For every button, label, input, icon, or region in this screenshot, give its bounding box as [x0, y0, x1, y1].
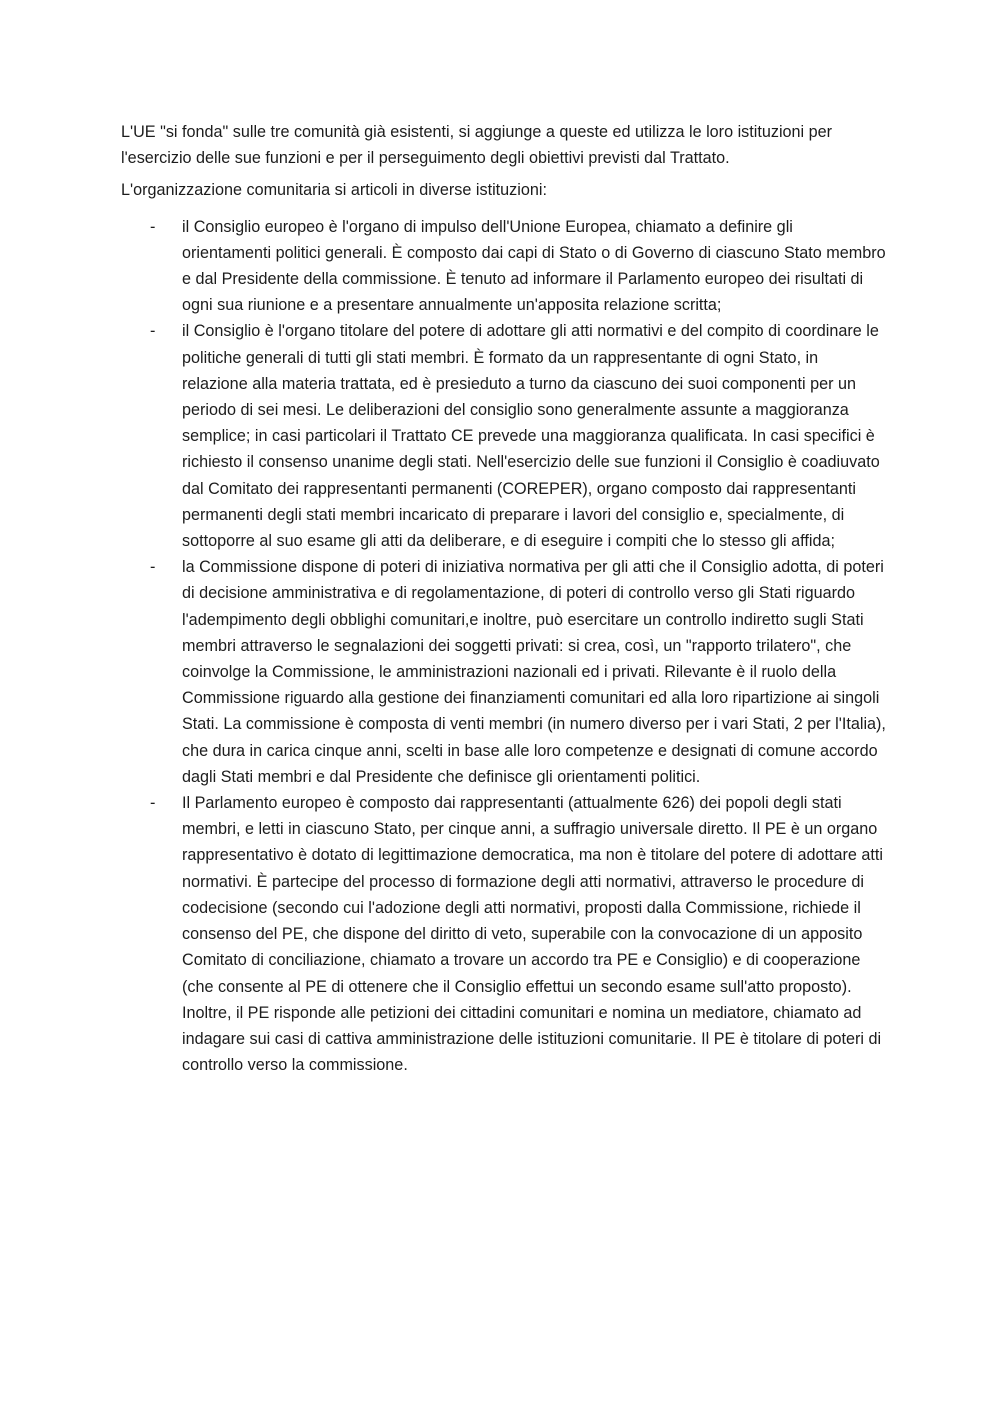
lead-paragraph: L'organizzazione comunitaria si articoli in diverse istituzioni: [121, 181, 547, 200]
list-item [121, 554, 886, 790]
list-item-text: la Commissione dispone di poteri di iniziativa normativa per gli atti che il Consiglio adotta, di poteri di decisione amministrativa e di regolamentazione, di poteri di controllo verso gli Stati riguardo l'adempimento degli obblighi comunitari,e inoltre, può esercitare un controllo indiretto sugli Stati membri attraverso le segnalazioni dei soggetti privati: si crea, così, un "rapporto trilatero", che coinvolge la Commissione, le amministrazioni nazionali ed i privati. Rilevante è il ruolo della Commissione riguardo alla gestione dei finanziamenti comunitari ed alla loro ripartizione ai singoli Stati. La commissione è composta di venti membri (in numero diverso per i vari Stati, 2 per l'Italia), che dura in carica cinque anni, scelti in base alle loro competenze e designati di comune accordo dagli Stati membri e dal Presidente che definisce gli orientamenti politici. [182, 558, 886, 786]
list-item [121, 318, 886, 554]
list-bullet: - [150, 794, 156, 813]
institutions-list [121, 214, 886, 1079]
list-item [121, 214, 886, 319]
list-bullet: - [150, 217, 156, 236]
list-item-text: Il Parlamento europeo è composto dai rappresentanti (attualmente 626) dei popoli degli stati membri, e letti in ciascuno Stato, per cinque anni, a suffragio universale diretto. Il PE è un organo rappresentativo è dotato di legittimazione democratica, ma non è titolare del potere di adottare atti normativi. È partecipe del processo di formazione degli atti normativi, attraverso le procedure di codecisione (secondo cui l'adozione degli atti normativi, proposti dalla Commissione, richiede il consenso del PE, che dispone del diritto di veto, superabile con la convocazione di un apposito Comitato di conciliazione, chiamato a trovare un accordo tra PE e Consiglio) e di cooperazione (che consente al PE di ottenere che il Consiglio effettui un secondo esame sull'atto proposto). Inoltre, il PE risponde alle petizioni dei cittadini comunitari e nomina un mediatore, chiamato ad indagare sui casi di cattiva amministrazione delle istituzioni comunitarie. Il PE è titolare di poteri di controllo verso la commissione. [182, 794, 883, 1075]
list-item-text: il Consiglio è l'organo titolare del potere di adottare gli atti normativi e del compito di coordinare le politiche generali di tutti gli stati membri. È formato da un rappresentante di ogni Stato, in relazione alla materia trattata, ed è presieduto a turno da ciascuno dei suoi componenti per un periodo di sei mesi. Le deliberazioni del consiglio sono generalmente assunte a maggioranza semplice; in casi particolari il Trattato CE prevede una maggioranza qualificata. In casi specifici è richiesto il consenso unanime degli stati. Nell'esercizio delle sue funzioni il Consiglio è coadiuvato dal Comitato dei rappresentanti permanenti (COREPER), organo composto dai rappresentanti permanenti degli stati membri incaricato di preparare i lavori del consiglio e, specialmente, di sottoporre al suo esame gli atti da deliberare, e di eseguire i compiti che lo stesso gli affida; [182, 322, 880, 551]
list-bullet: - [150, 558, 156, 577]
document-body [121, 119, 886, 1078]
list-bullet: - [150, 322, 156, 341]
intro-paragraph: L'UE "si fonda" sulle tre comunità già esistenti, si aggiunge a queste ed utilizza le loro istituzioni per l'esercizio delle sue funzioni e per il perseguimento degli obiettivi previsti dal Trattato. [121, 123, 833, 168]
list-item [121, 790, 886, 1078]
list-item-text: il Consiglio europeo è l'organo di impulso dell'Unione Europea, chiamato a definire gli orientamenti politici generali. È composto dai capi di Stato o di Governo di ciascuno Stato membro e dal Presidente della commissione. È tenuto ad informare il Parlamento europeo dei risultati di ogni sua riunione e a presentare annualmente un'apposita relazione scritta; [182, 217, 886, 315]
